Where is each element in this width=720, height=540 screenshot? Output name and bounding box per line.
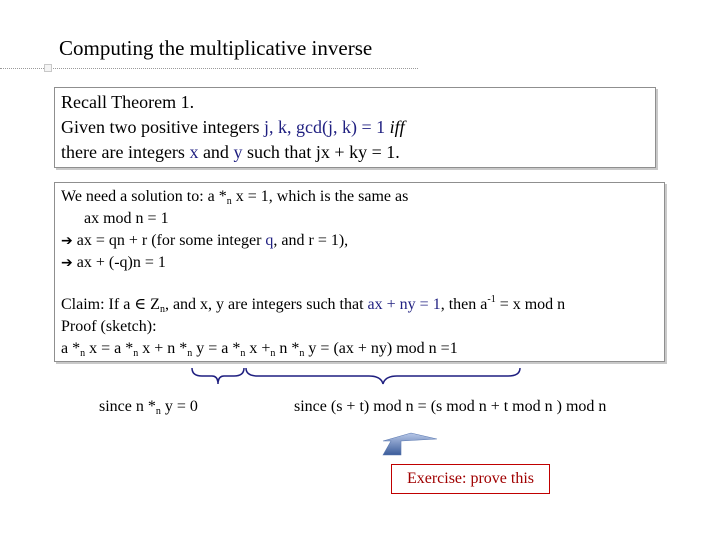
equation-part: y = a * — [192, 340, 241, 357]
subscript: n — [155, 406, 161, 417]
annotation-text: y = 0 — [160, 398, 198, 415]
equation-part: a * — [61, 340, 81, 357]
claim-text: Z — [146, 296, 160, 313]
claim-equation: ax + ny = 1 — [367, 296, 441, 313]
theorem-conclusion-line — [61, 141, 400, 163]
subscript: n — [80, 348, 86, 359]
solution-rewrite-line — [61, 252, 166, 274]
equation-part: x + — [245, 340, 271, 357]
title-underline — [0, 68, 418, 69]
up-arrow-icon — [381, 433, 441, 457]
theorem-iff: iff — [389, 117, 405, 137]
solution-text: )n = 1 — [127, 254, 166, 271]
solution-intro-line — [61, 186, 408, 208]
superscript: -1 — [487, 294, 496, 305]
solution-var-q: q — [265, 232, 274, 249]
claim-text: , then a — [440, 296, 488, 313]
subscript: n — [226, 196, 232, 207]
theorem-statement-line — [61, 116, 405, 138]
claim-line — [61, 294, 565, 316]
slide-title: Computing the multiplicative inverse — [59, 36, 373, 60]
theorem-var-x: x — [189, 142, 199, 162]
theorem-heading: Recall Theorem 1. — [61, 92, 195, 112]
theorem-text: Given two positive integers — [61, 117, 264, 137]
annotation-text: since n * — [99, 398, 156, 415]
solution-text: ax + (-q — [76, 254, 128, 271]
title-underline-marker — [44, 64, 52, 72]
subscript: n — [159, 304, 165, 315]
subscript: n — [133, 348, 139, 359]
theorem-vars-jk: j, k, — [263, 117, 292, 137]
right-brace — [244, 366, 522, 388]
right-arrow-icon: ➔ — [61, 233, 73, 249]
solution-text: ax = qn + r (for some integer — [76, 232, 266, 249]
element-of-symbol: ∈ — [134, 296, 147, 313]
subscript: n — [299, 348, 305, 359]
theorem-text: such that jx + ky = 1. — [242, 142, 400, 162]
equation-part: y = (ax + ny) mod n =1 — [304, 340, 458, 357]
proof-equation — [61, 338, 458, 360]
proof-heading: Proof (sketch): — [61, 318, 157, 335]
claim-text: Claim: If a — [61, 296, 135, 313]
solution-text: , and r = 1), — [273, 232, 349, 249]
right-arrow-icon: ➔ — [61, 255, 73, 271]
exercise-box: Exercise: prove this — [391, 464, 550, 494]
equation-part: x + n * — [138, 340, 188, 357]
theorem-box — [54, 87, 656, 168]
subscript: n — [240, 348, 246, 359]
subscript: n — [187, 348, 193, 359]
solution-division-line — [61, 230, 348, 252]
solution-box — [54, 182, 665, 362]
theorem-var-y: y — [233, 142, 243, 162]
solution-congruence-line: ax mod n = 1 — [84, 210, 169, 227]
claim-text: , and x, y are integers such that — [164, 296, 368, 313]
theorem-gcd: gcd(j, k) = 1 — [291, 117, 390, 137]
left-brace — [190, 366, 246, 388]
solution-text: x = 1, which is the same as — [231, 188, 409, 205]
equation-part: x = a * — [85, 340, 134, 357]
left-brace-label — [99, 397, 198, 417]
subscript: n — [270, 348, 276, 359]
theorem-text: there are integers — [61, 142, 190, 162]
theorem-text: and — [198, 142, 234, 162]
equation-part: n * — [275, 340, 300, 357]
claim-text: = x mod n — [495, 296, 566, 313]
right-brace-label: since (s + t) mod n = (s mod n + t mod n ) mod n — [294, 398, 607, 415]
solution-text: We need a solution to: a * — [61, 188, 227, 205]
